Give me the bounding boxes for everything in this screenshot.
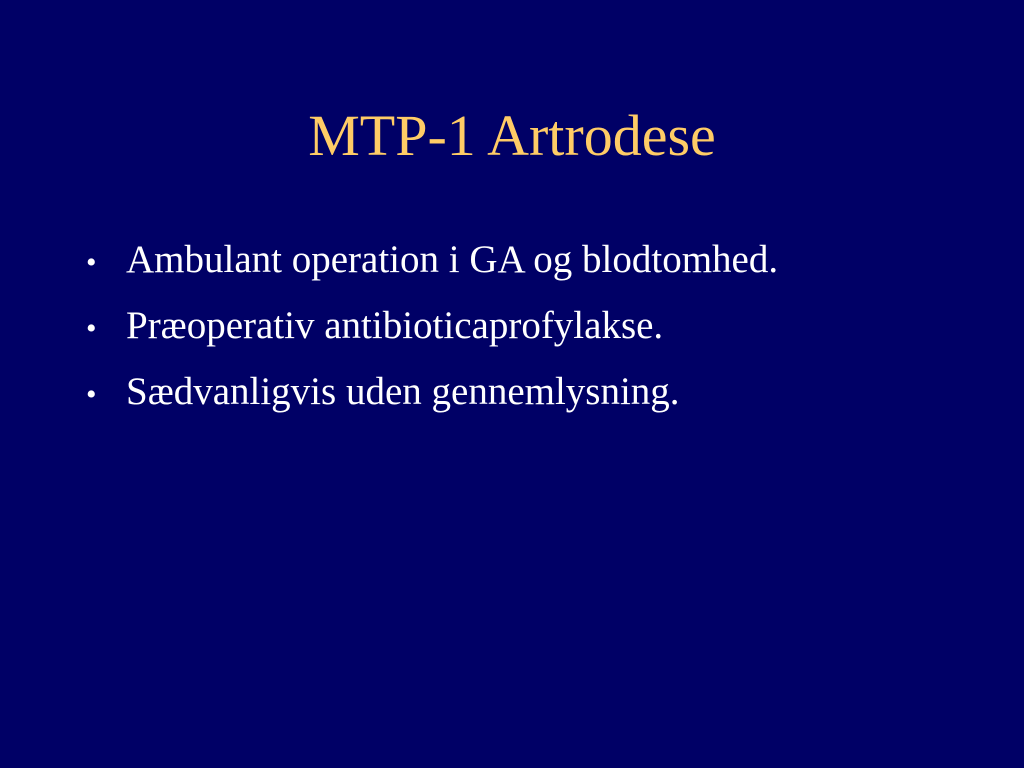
bullet-item [86,300,778,366]
bullet-list [86,234,778,432]
bullet-marker: • [86,246,97,279]
bullet-item [86,366,778,432]
bullet-marker: • [86,312,97,345]
bullet-text: Præoperativ antibioticaprofylakse. [126,304,664,347]
bullet-text: Ambulant operation i GA og blodtomhed. [126,238,779,281]
slide-title: MTP-1 Artrodese [308,103,716,168]
bullet-item [86,234,778,300]
bullet-marker: • [86,378,97,411]
bullet-text: Sædvanligvis uden gennemlysning. [126,370,680,413]
